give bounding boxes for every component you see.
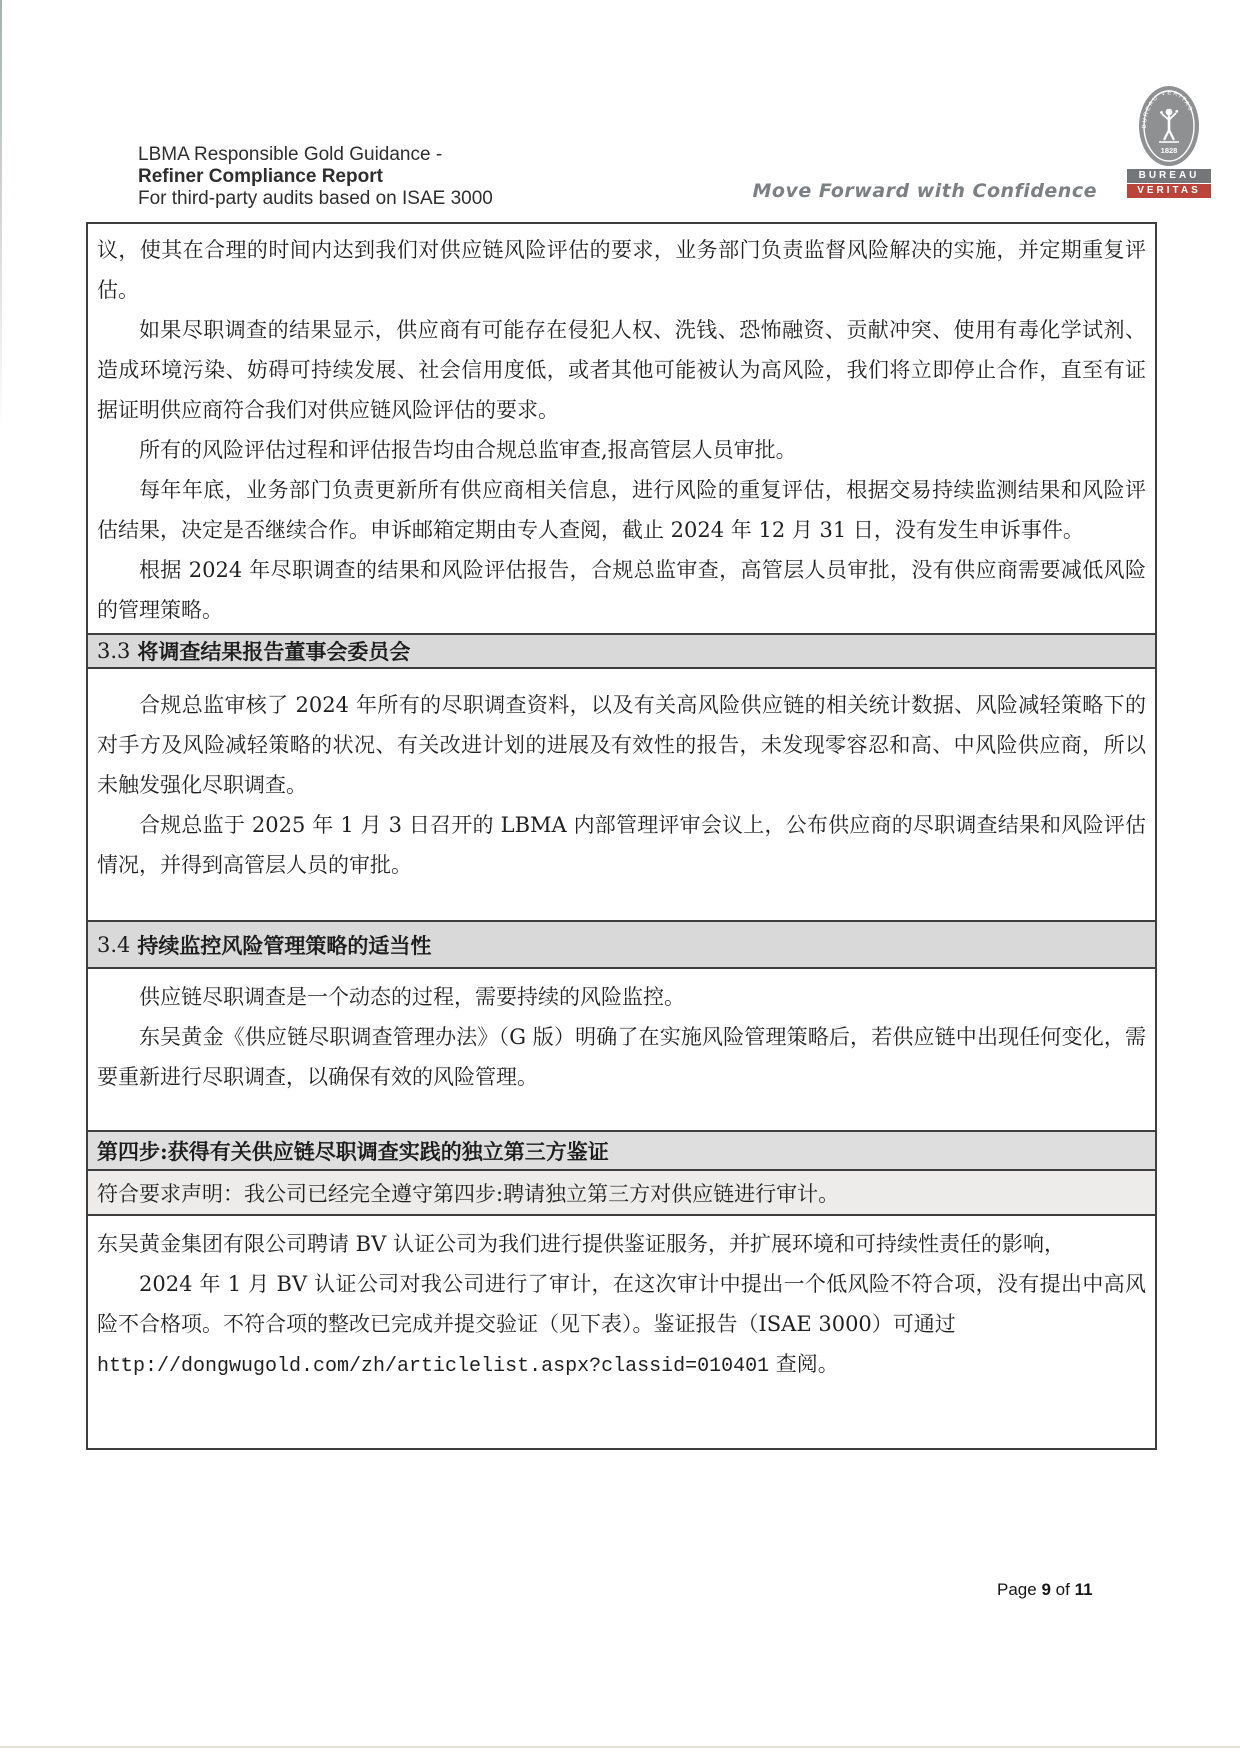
paragraph: 如果尽职调查的结果显示，供应商有可能存在侵犯人权、洗钱、恐怖融资、贡献冲突、使用有毒化学试剂、造成环境污染、妨碍可持续发展、社会信用度低，或者其他可能被认为高风险，我们将立即停止合作，直至有证据证明供应商符合我们对供应链风险评估的要求。	[97, 318, 1146, 422]
page-number	[997, 1580, 1093, 1600]
section-number: 3.3	[97, 639, 131, 663]
emblem-year-text: 1828	[1160, 146, 1178, 155]
section-3-3-header	[88, 635, 1155, 669]
section-3-2-continuation-cell	[88, 224, 1155, 635]
paragraph: 每年年底，业务部门负责更新所有供应商相关信息，进行风险的重复评估，根据交易持续监测结果和风险评估结果，决定是否继续合作。申诉邮箱定期由专人查阅，截止 2024 年 12 月 31 日，没有发生申诉事件。	[97, 478, 1146, 542]
scan-edge-artifact	[0, 1746, 1240, 1748]
scan-edge-artifact	[0, 0, 2, 430]
paragraph: 根据 2024 年尽职调查的结果和风险评估报告，合规总监审查，高管层人员审批，没有供应商需要减低风险的管理策略。	[97, 558, 1146, 622]
url-suffix: 查阅。	[769, 1352, 839, 1376]
paragraph: 合规总监于 2025 年 1 月 3 日召开的 LBMA 内部管理评审会议上，公布供应商的尽职调查结果和风险评估情况，并得到高管层人员的审批。	[97, 813, 1146, 877]
step-4-header	[88, 1132, 1155, 1171]
section-title: 持续监控风险管理策略的适当性	[137, 932, 432, 958]
paragraph: 2024 年 1 月 BV 认证公司对我公司进行了审计，在这次审计中提出一个低风险不符合项，没有提出中高风险不合格项。不符合项的整改已完成并提交验证（见下表）。鉴证报告（ISAE 3000）可通过	[97, 1272, 1146, 1336]
bv-tagline: Move Forward with Confidence	[752, 180, 1097, 202]
bureau-veritas-emblem-icon	[1137, 85, 1201, 168]
report-title-line2: Refiner Compliance Report	[138, 166, 383, 187]
bureau-wordmark: BUREAU	[1127, 169, 1211, 183]
page-current: 9	[1041, 1580, 1051, 1599]
step-4-compliance-statement	[88, 1171, 1155, 1216]
section-title: 第四步:获得有关供应链尽职调查实践的独立第三方鉴证	[97, 1138, 609, 1164]
paragraph: 议，使其在合理的时间内达到我们对供应链风险评估的要求，业务部门负责监督风险解决的实施，并定期重复评估。	[97, 238, 1146, 302]
page-total: 11	[1074, 1580, 1093, 1599]
report-header	[138, 144, 493, 210]
of-word: of	[1055, 1580, 1070, 1599]
compliance-table	[86, 222, 1157, 1450]
section-number: 3.4	[97, 932, 131, 957]
paragraph: 东吴黄金集团有限公司聘请 BV 认证公司为我们进行提供鉴证服务，并扩展环境和可持续性责任的影响，	[97, 1232, 1065, 1256]
compliance-statement-text: 符合要求声明：我公司已经完全遵守第四步:聘请独立第三方对供应链进行审计。	[97, 1181, 840, 1206]
section-3-3-content-cell	[88, 669, 1155, 922]
section-3-4-content-cell	[88, 969, 1155, 1132]
veritas-wordmark: VERITAS	[1127, 184, 1211, 198]
section-title: 将调查结果报告董事会委员会	[137, 639, 411, 664]
paragraph: 合规总监审核了 2024 年所有的尽职调查资料，以及有关高风险供应链的相关统计数据、风险减轻策略下的对手方及风险减轻策略的状况、有关改进计划的进展及有效性的报告，未发现零容忍和高、中风险供应商，所以未触发强化尽职调查。	[97, 693, 1146, 797]
emblem-arc-text: BUREAU VERITAS	[1141, 90, 1194, 129]
paragraph: 供应链尽职调查是一个动态的过程，需要持续的风险监控。	[139, 985, 685, 1009]
report-url-line	[97, 1344, 1146, 1387]
page-word: Page	[997, 1580, 1037, 1599]
section-3-4-header	[88, 922, 1155, 969]
report-title-line1: LBMA Responsible Gold Guidance -	[138, 144, 443, 165]
step-4-content-cell	[88, 1216, 1155, 1448]
paragraph: 东吴黄金《供应链尽职调查管理办法》（G 版）明确了在实施风险管理策略后，若供应链中出现任何变化，需要重新进行尽职调查，以确保有效的风险管理。	[97, 1025, 1146, 1089]
report-url: http://dongwugold.com/zh/articlelist.aspx?classid=010401	[97, 1355, 770, 1378]
bureau-veritas-logo	[1127, 85, 1211, 198]
report-subtitle: For third-party audits based on ISAE 3000	[138, 188, 493, 209]
paragraph: 所有的风险评估过程和评估报告均由合规总监审查,报高管层人员审批。	[139, 438, 797, 462]
